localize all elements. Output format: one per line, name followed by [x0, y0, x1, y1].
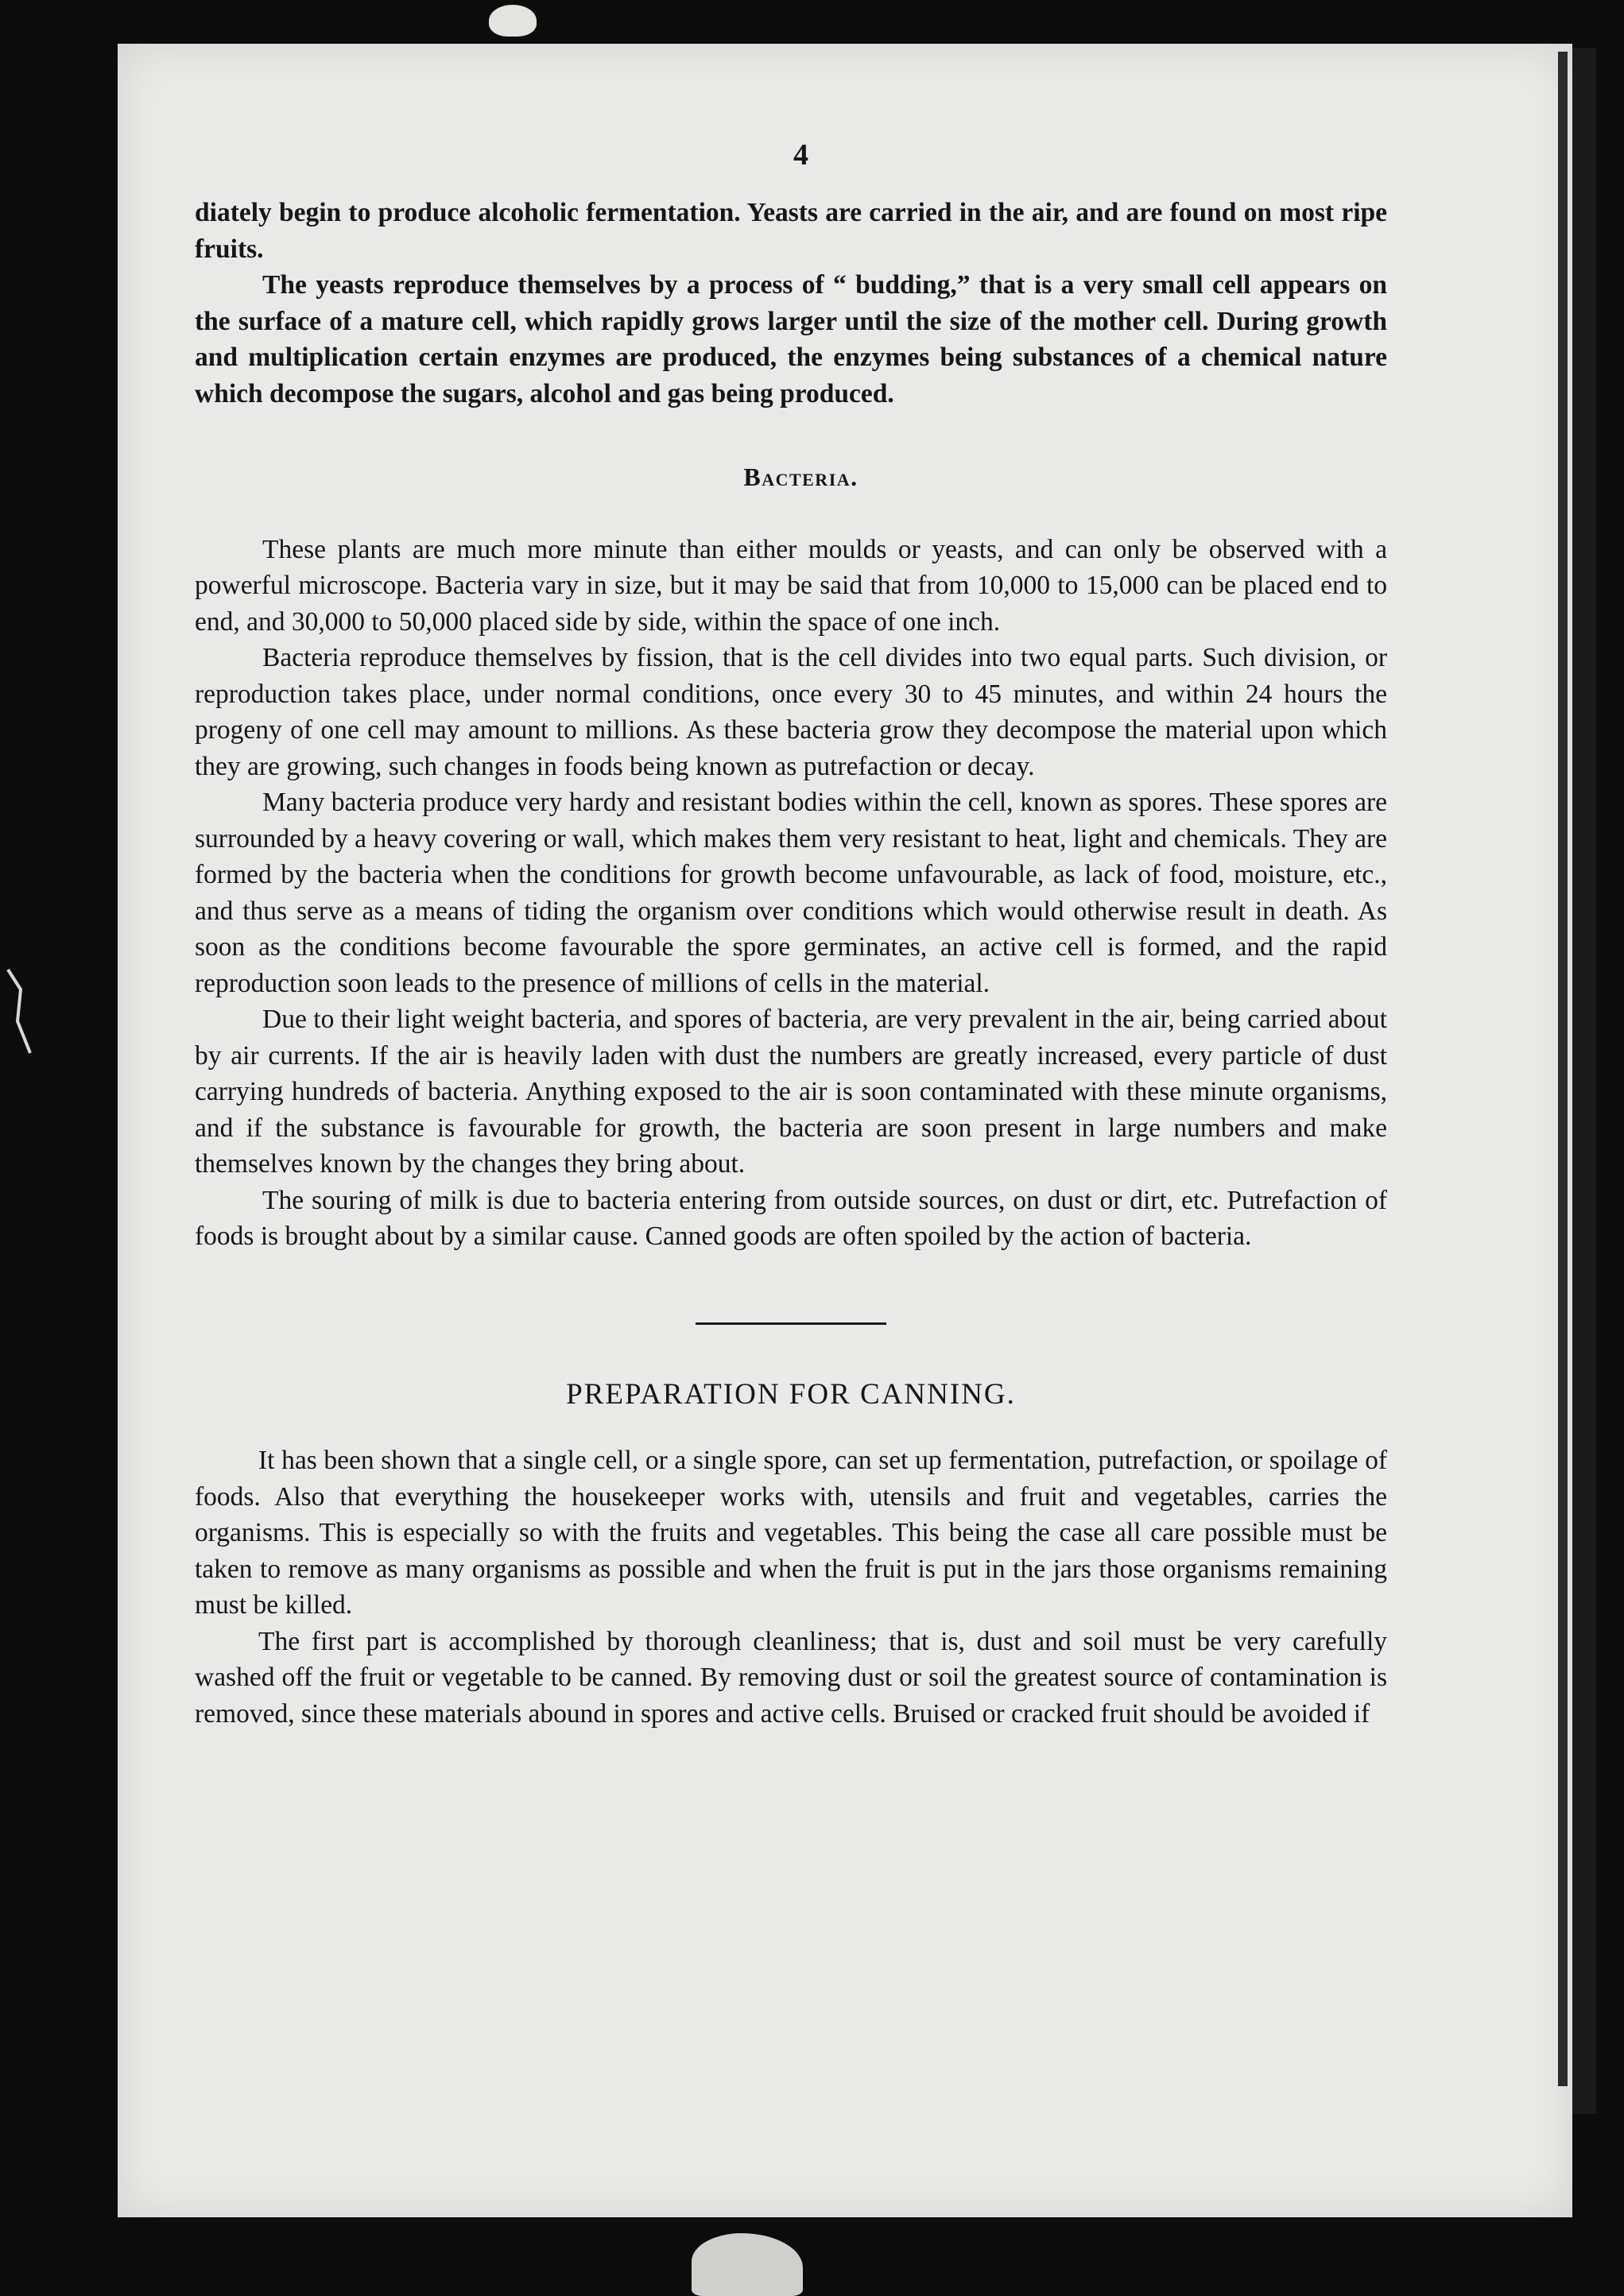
page-number: 4 — [793, 138, 808, 172]
page-edge-shadow — [1558, 52, 1568, 2086]
intro-paragraph-1: diately begin to produce alcoholic fermentation. Yeasts are carried in the air, and are found on most ripe fruits. — [195, 198, 1387, 264]
margin-pencil-mark — [6, 966, 38, 1061]
bacteria-paragraph-3: Many bacteria produce very hardy and resistant bodies within the cell, known as spores. These spores are surrounded by a heavy covering or wall, which makes them very resistant to heat, light and chemicals. They are formed by the bacteria when the conditions for growth become unfavourable, as lack of food, moisture, etc., and thus serve as a means of tiding the organism over conditions which would otherwise result in death. As soon as the conditions become favourable the spore germinates, an active cell is formed, and the rapid reproduction soon leads to the presence of millions of cells in the material. — [195, 788, 1387, 998]
intro-paragraph-2: The yeasts reproduce themselves by a process of “ budding,” that is a very small cell appears on the surface of a mature cell, which rapidly grows larger until the size of the mother cell. During growth and multiplication certain enzymes are produced, the enzymes being substances of a chemical nature which decompose the sugars, alcohol and gas being produced. — [195, 270, 1387, 408]
bacteria-paragraph-5: The souring of milk is due to bacteria entering from outside sources, on dust or dirt, etc. Putrefaction of foods is brought about by a similar cause. Canned goods are often spoiled by the action of bacteria. — [195, 1185, 1387, 1251]
bacteria-paragraph-4: Due to their light weight bacteria, and spores of bacteria, are very prevalent in the air, being carried about by air currents. If the air is heavily laden with dust the numbers are greatly increased, every particle of dust carrying hundreds of bacteria. Anything exposed to the air is soon contaminated with these minute organisms, and if the substance is favourable for growth, the bacteria are soon present in large numbers and make themselves known by the changes they bring about. — [195, 1005, 1387, 1179]
bacteria-paragraph-2: Bacteria reproduce themselves by fission, that is the cell divides into two equal parts. Such division, or reproduction takes place, under normal conditions, once every 30 to 45 minutes, and within 24 hours the progeny of one cell may amount to millions. As these bacteria grow they decompose the material upon which they are growing, such changes in foods being known as putrefaction or decay. — [195, 643, 1387, 781]
page-content — [195, 139, 1387, 1732]
section-heading-canning: PREPARATION FOR CANNING. — [566, 1377, 1016, 1411]
bacteria-paragraph-1: These plants are much more minute than either moulds or yeasts, and can only be observed with a powerful microscope. Bacteria vary in size, but it may be said that from 10,000 to 15,000 can be placed end to end, and 30,000 to 50,000 placed side by side, within the space of one inch. — [195, 534, 1387, 637]
canning-paragraph-2: The first part is accomplished by thorough cleanliness; that is, dust and soil must be very carefully washed off the fruit or vegetable to be canned. By removing dust or soil the greatest source of contamination is removed, since these materials abound in spores and active cells. Bruised or cracked fruit should be avoided if — [195, 1626, 1387, 1729]
canning-paragraph-1: It has been shown that a single cell, or a single spore, can set up fermentation, putrefaction, or spoilage of foods. Also that everything the housekeeper works with, utensils and fruit and vegetables, carries the organisms. This is especially so with the fruits and vegetables. This being the case all care possible must be taken to remove as many organisms as possible and when the fruit is put in the jars those organisms remaining must be killed. — [195, 1446, 1387, 1620]
section-heading-bacteria: Bacteria. — [743, 463, 859, 491]
canning-body — [195, 1442, 1387, 1732]
page-edge — [1572, 48, 1596, 2114]
paper-blot-top — [489, 5, 537, 37]
paper-blot-bottom — [692, 2233, 803, 2296]
section-divider — [696, 1322, 886, 1325]
